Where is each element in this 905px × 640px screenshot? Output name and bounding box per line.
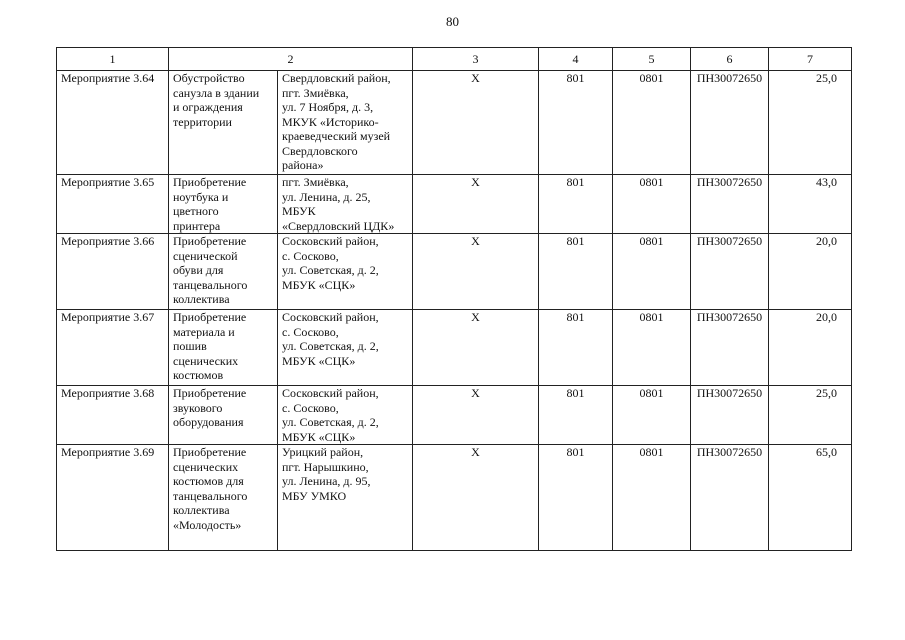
location-cell: пгт. Змиёвка, ул. Ленина, д. 25, МБУК «Свердловский ЦДК» xyxy=(278,175,413,234)
code-cell: ПН30072650 xyxy=(691,175,769,234)
col3-cell: X xyxy=(413,175,539,234)
code-cell: ПН30072650 xyxy=(691,234,769,310)
col5-cell: 0801 xyxy=(613,175,691,234)
table-row xyxy=(57,310,852,386)
description-cell: Приобретение звукового оборудования xyxy=(169,386,278,445)
col3-cell: X xyxy=(413,71,539,175)
event-cell: Мероприятие 3.67 xyxy=(57,310,169,386)
col4-cell: 801 xyxy=(539,234,613,310)
event-cell: Мероприятие 3.65 xyxy=(57,175,169,234)
location-cell: Сосковский район, с. Сосково, ул. Советская, д. 2, МБУК «СЦК» xyxy=(278,386,413,445)
col4-cell: 801 xyxy=(539,71,613,175)
col5-cell: 0801 xyxy=(613,386,691,445)
table-row xyxy=(57,234,852,310)
amount-cell: 20,0 xyxy=(769,310,852,386)
event-cell: Мероприятие 3.68 xyxy=(57,386,169,445)
description-cell: Приобретение материала и пошив сценических костюмов xyxy=(169,310,278,386)
col4-cell: 801 xyxy=(539,445,613,551)
amount-cell: 65,0 xyxy=(769,445,852,551)
table-row xyxy=(57,445,852,551)
description-cell: Приобретение сценической обуви для танцевального коллектива xyxy=(169,234,278,310)
amount-cell: 25,0 xyxy=(769,386,852,445)
col3-cell: X xyxy=(413,445,539,551)
amount-cell: 20,0 xyxy=(769,234,852,310)
col5-cell: 0801 xyxy=(613,445,691,551)
code-cell: ПН30072650 xyxy=(691,310,769,386)
col5-cell: 0801 xyxy=(613,234,691,310)
header-row xyxy=(57,48,852,71)
events-table xyxy=(56,47,852,551)
location-cell: Урицкий район, пгт. Нарышкино, ул. Ленина, д. 95, МБУ УМКО xyxy=(278,445,413,551)
header-cell: 7 xyxy=(769,48,852,71)
col3-cell: X xyxy=(413,386,539,445)
header-cell: 5 xyxy=(613,48,691,71)
table-row xyxy=(57,386,852,445)
location-cell: Свердловский район, пгт. Змиёвка, ул. 7 Ноября, д. 3, МКУК «Историко- краеведческий музей Свердловского района» xyxy=(278,71,413,175)
code-cell: ПН30072650 xyxy=(691,386,769,445)
description-cell: Приобретение ноутбука и цветного принтера xyxy=(169,175,278,234)
col3-cell: X xyxy=(413,310,539,386)
col5-cell: 0801 xyxy=(613,71,691,175)
table-row xyxy=(57,175,852,234)
amount-cell: 25,0 xyxy=(769,71,852,175)
col3-cell: X xyxy=(413,234,539,310)
header-cell: 4 xyxy=(539,48,613,71)
description-cell: Обустройство санузла в здании и ограждения территории xyxy=(169,71,278,175)
code-cell: ПН30072650 xyxy=(691,445,769,551)
event-cell: Мероприятие 3.69 xyxy=(57,445,169,551)
header-cell: 2 xyxy=(169,48,413,71)
description-cell: Приобретение сценических костюмов для танцевального коллектива «Молодость» xyxy=(169,445,278,551)
page-number: 80 xyxy=(446,14,459,29)
table-row xyxy=(57,71,852,175)
amount-cell: 43,0 xyxy=(769,175,852,234)
col4-cell: 801 xyxy=(539,175,613,234)
col4-cell: 801 xyxy=(539,386,613,445)
event-cell: Мероприятие 3.66 xyxy=(57,234,169,310)
code-cell: ПН30072650 xyxy=(691,71,769,175)
location-cell: Сосковский район, с. Сосково, ул. Советская, д. 2, МБУК «СЦК» xyxy=(278,310,413,386)
col5-cell: 0801 xyxy=(613,310,691,386)
header-cell: 6 xyxy=(691,48,769,71)
location-cell: Сосковский район, с. Сосково, ул. Советская, д. 2, МБУК «СЦК» xyxy=(278,234,413,310)
event-cell: Мероприятие 3.64 xyxy=(57,71,169,175)
header-cell: 3 xyxy=(413,48,539,71)
col4-cell: 801 xyxy=(539,310,613,386)
header-cell: 1 xyxy=(57,48,169,71)
